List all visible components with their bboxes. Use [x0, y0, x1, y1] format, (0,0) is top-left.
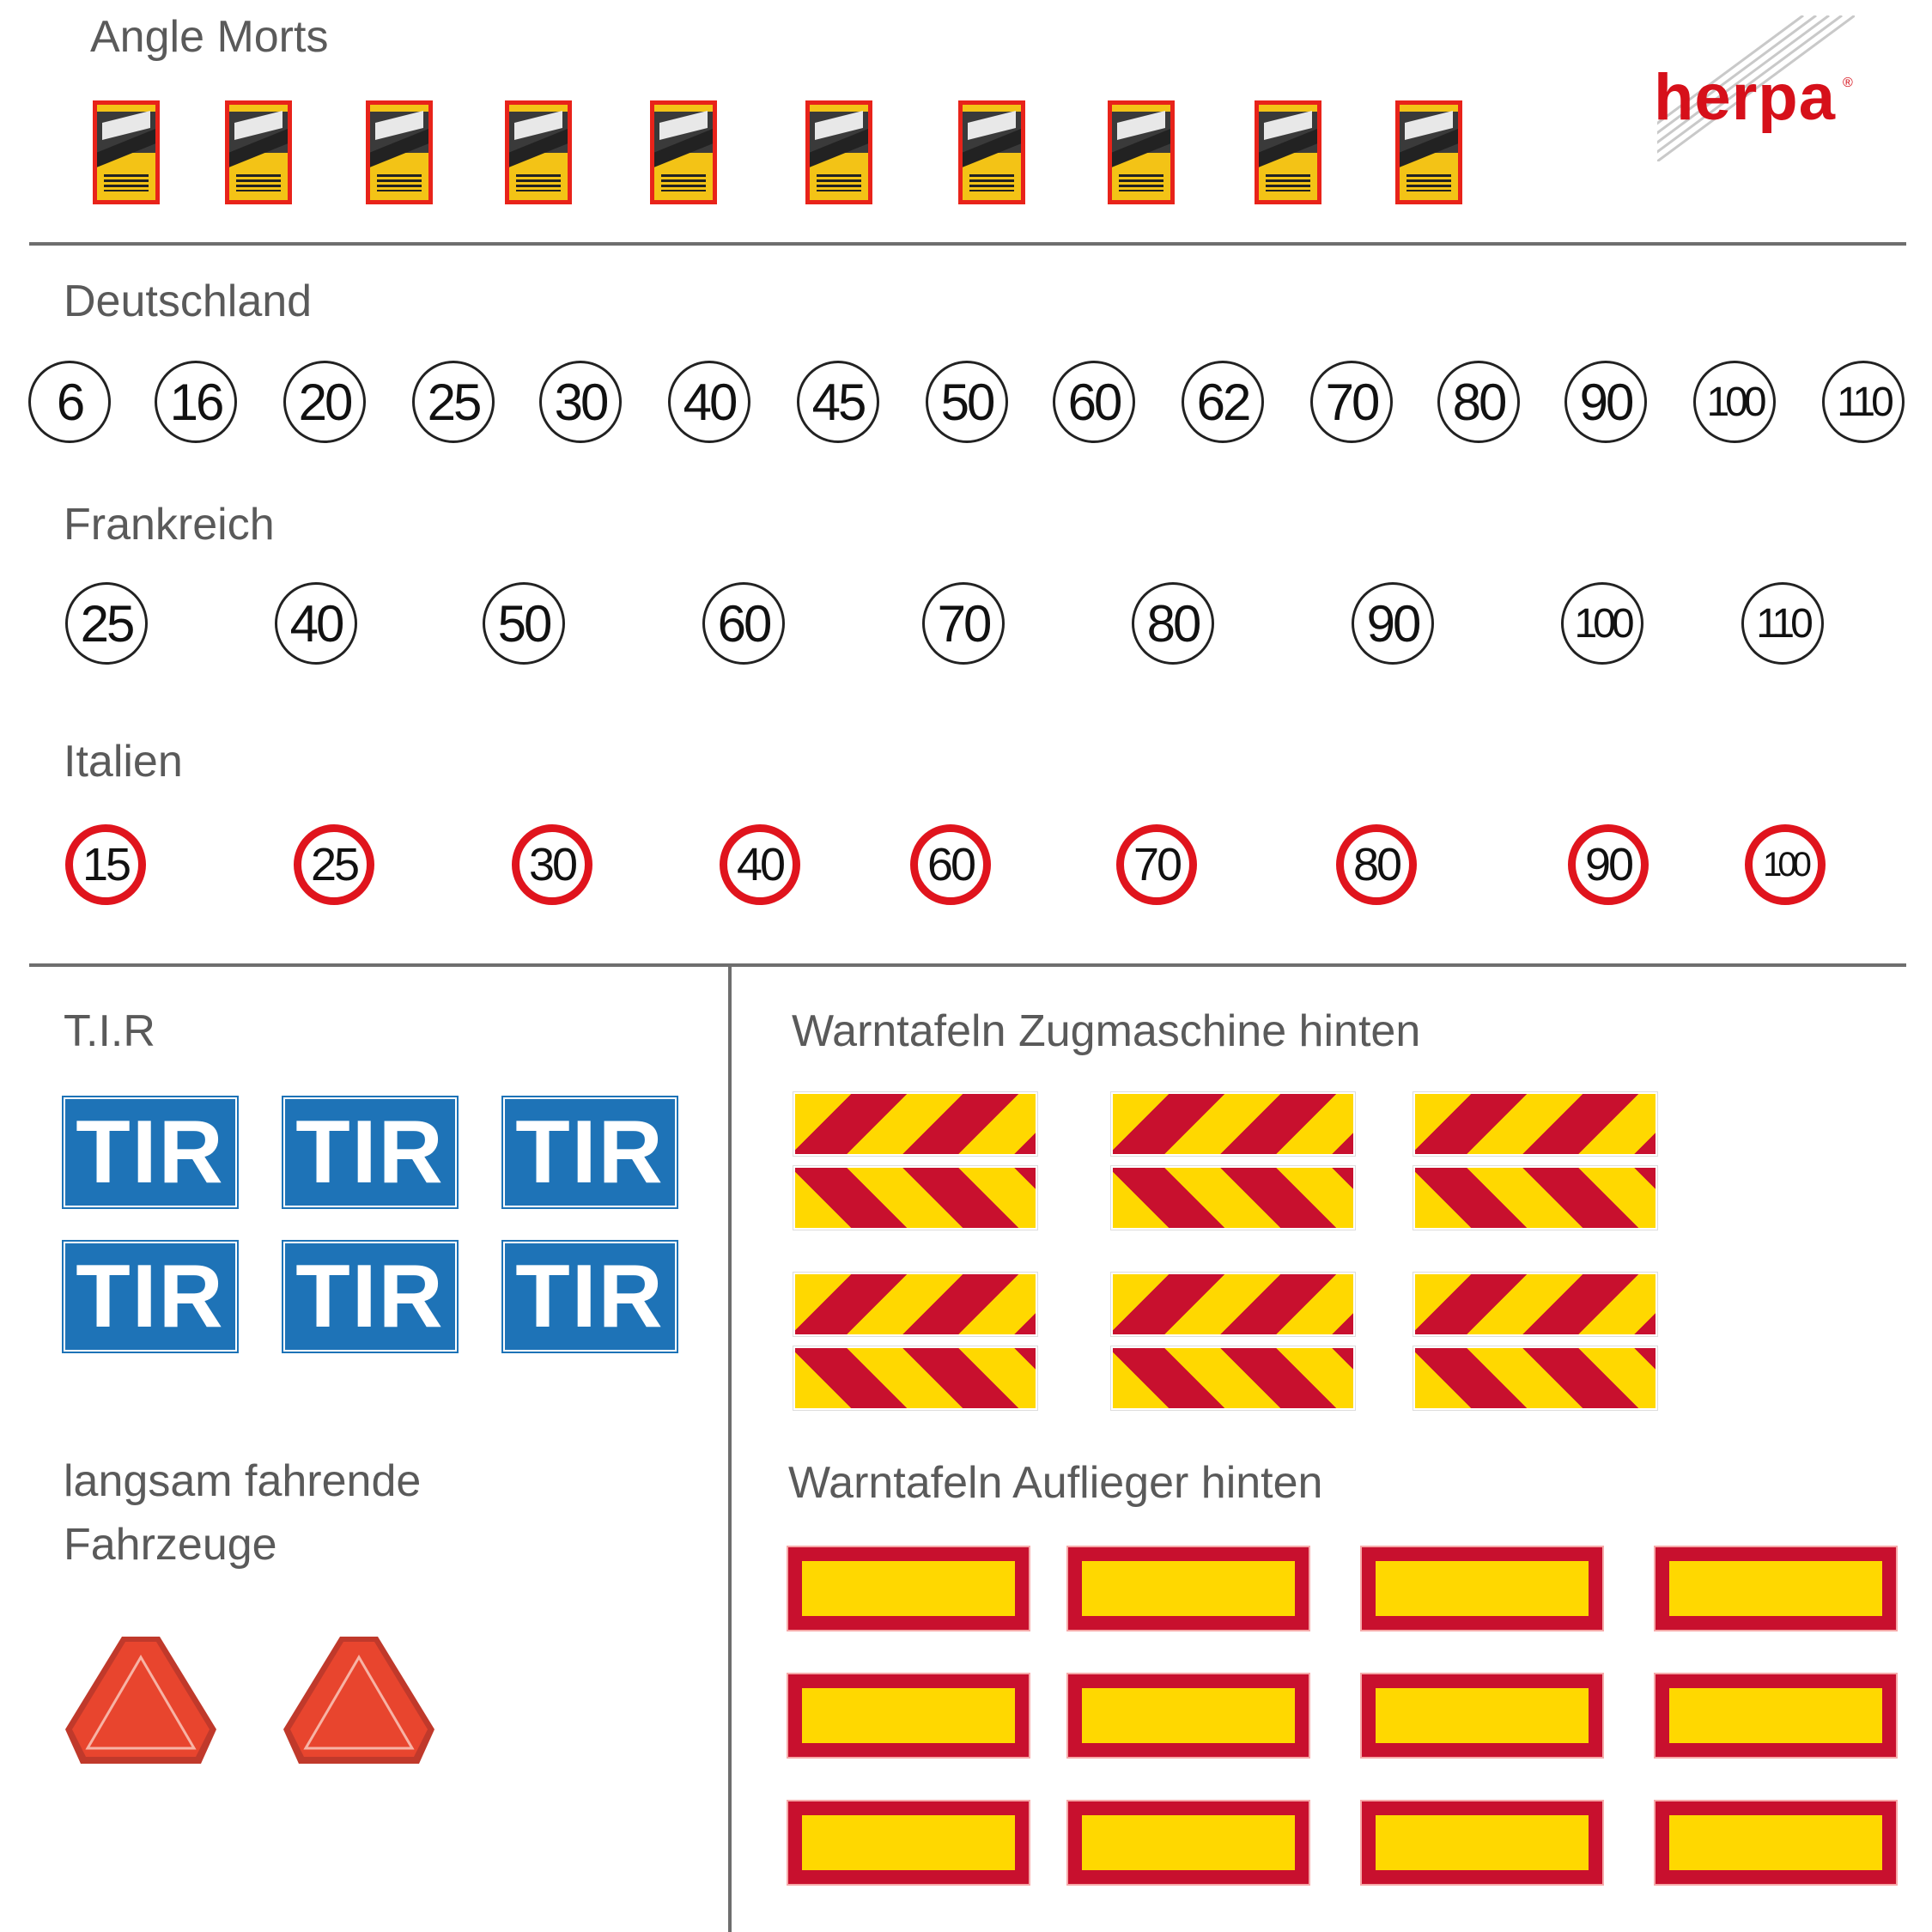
angle-morts-sticker [93, 100, 160, 204]
italien-speed-sign: 30 [512, 824, 592, 905]
frankreich-speed-sign: 40 [275, 582, 357, 665]
tir-plate: TIR [503, 1242, 677, 1352]
warntafeln-zug-title: Warntafeln Zugmaschine hinten [792, 1006, 1421, 1056]
deutschland-speed-sign: 16 [155, 361, 237, 443]
angle-morts-sticker [1395, 100, 1462, 204]
deutschland-speed-sign: 25 [412, 361, 495, 443]
deutschland-speed-sign: 30 [539, 361, 622, 443]
angle-morts-sticker [225, 100, 292, 204]
deutschland-speed-sign: 45 [797, 361, 879, 443]
trailer-warning-plate [788, 1674, 1029, 1757]
chevron-plate-lower [793, 1166, 1037, 1230]
angle-morts-sticker [805, 100, 872, 204]
tir-plate: TIR [64, 1242, 237, 1352]
tir-title: T.I.R [64, 1006, 155, 1056]
italien-speed-sign: 60 [910, 824, 991, 905]
trailer-warning-plate [788, 1801, 1029, 1884]
chevron-plate-upper [1413, 1273, 1657, 1336]
italien-title: Italien [64, 737, 183, 787]
angle-morts-sticker [650, 100, 717, 204]
italien-speed-sign: 15 [65, 824, 146, 905]
chevron-plate-upper [1111, 1092, 1355, 1156]
trailer-warning-plate [1362, 1547, 1602, 1630]
angle-morts-sticker [505, 100, 572, 204]
trailer-warning-plate [1362, 1801, 1602, 1884]
herpa-logo: herpa [1654, 61, 1836, 134]
frankreich-title: Frankreich [64, 500, 275, 550]
slow-vehicle-title-line2: Fahrzeuge [64, 1520, 277, 1570]
italien-speed-sign: 25 [294, 824, 374, 905]
chevron-plate-upper [793, 1092, 1037, 1156]
deutschland-speed-sign: 110 [1822, 361, 1905, 443]
trailer-warning-plate [1656, 1801, 1896, 1884]
chevron-plate-upper [1111, 1273, 1355, 1336]
deutschland-speed-sign: 80 [1437, 361, 1520, 443]
deutschland-speed-sign: 20 [283, 361, 366, 443]
deutschland-speed-sign: 100 [1693, 361, 1776, 443]
tir-plate: TIR [283, 1242, 457, 1352]
italien-speed-sign: 40 [720, 824, 800, 905]
divider-middle [29, 963, 1906, 967]
italien-speed-sign: 80 [1336, 824, 1417, 905]
angle-morts-sticker [958, 100, 1025, 204]
chevron-plate-lower [793, 1346, 1037, 1410]
chevron-plate-lower [1111, 1166, 1355, 1230]
trailer-warning-plate [1656, 1547, 1896, 1630]
deutschland-speed-sign: 50 [926, 361, 1008, 443]
frankreich-speed-sign: 100 [1561, 582, 1643, 665]
chevron-plate-lower [1413, 1346, 1657, 1410]
angle-morts-sticker [1108, 100, 1175, 204]
italien-speed-sign: 70 [1116, 824, 1197, 905]
deutschland-speed-sign: 6 [28, 361, 111, 443]
frankreich-speed-sign: 50 [483, 582, 565, 665]
angle-morts-title: Angle Morts [90, 12, 329, 62]
frankreich-speed-sign: 25 [65, 582, 148, 665]
frankreich-speed-sign: 110 [1741, 582, 1824, 665]
trailer-warning-plate [1068, 1547, 1309, 1630]
trailer-warning-plate [1068, 1674, 1309, 1757]
chevron-plate-upper [793, 1273, 1037, 1336]
angle-morts-sticker [366, 100, 433, 204]
tir-plate: TIR [283, 1097, 457, 1207]
trailer-warning-plate [1068, 1801, 1309, 1884]
chevron-plate-lower [1111, 1346, 1355, 1410]
registered-mark: ® [1843, 76, 1853, 90]
deutschland-speed-sign: 62 [1182, 361, 1264, 443]
deutschland-title: Deutschland [64, 276, 313, 326]
slow-vehicle-title-line1: langsam fahrende [64, 1456, 422, 1506]
deutschland-speed-sign: 70 [1310, 361, 1393, 443]
chevron-plate-upper [1413, 1092, 1657, 1156]
deutschland-speed-sign: 40 [668, 361, 750, 443]
trailer-warning-plate [1656, 1674, 1896, 1757]
divider-vertical [728, 967, 732, 1932]
deutschland-speed-sign: 60 [1053, 361, 1135, 443]
frankreich-speed-sign: 90 [1352, 582, 1434, 665]
italien-speed-sign: 100 [1745, 824, 1826, 905]
tir-plate: TIR [503, 1097, 677, 1207]
tir-plate: TIR [64, 1097, 237, 1207]
warntafeln-auflieger-title: Warntafeln Auflieger hinten [788, 1458, 1323, 1508]
slow-vehicle-triangle [64, 1633, 218, 1771]
angle-morts-sticker [1255, 100, 1321, 204]
frankreich-speed-sign: 80 [1132, 582, 1214, 665]
italien-speed-sign: 90 [1568, 824, 1649, 905]
slow-vehicle-triangle [282, 1633, 436, 1771]
frankreich-speed-sign: 60 [702, 582, 785, 665]
divider-top [29, 242, 1906, 246]
deutschland-speed-sign: 90 [1564, 361, 1647, 443]
frankreich-speed-sign: 70 [922, 582, 1005, 665]
trailer-warning-plate [1362, 1674, 1602, 1757]
trailer-warning-plate [788, 1547, 1029, 1630]
chevron-plate-lower [1413, 1166, 1657, 1230]
